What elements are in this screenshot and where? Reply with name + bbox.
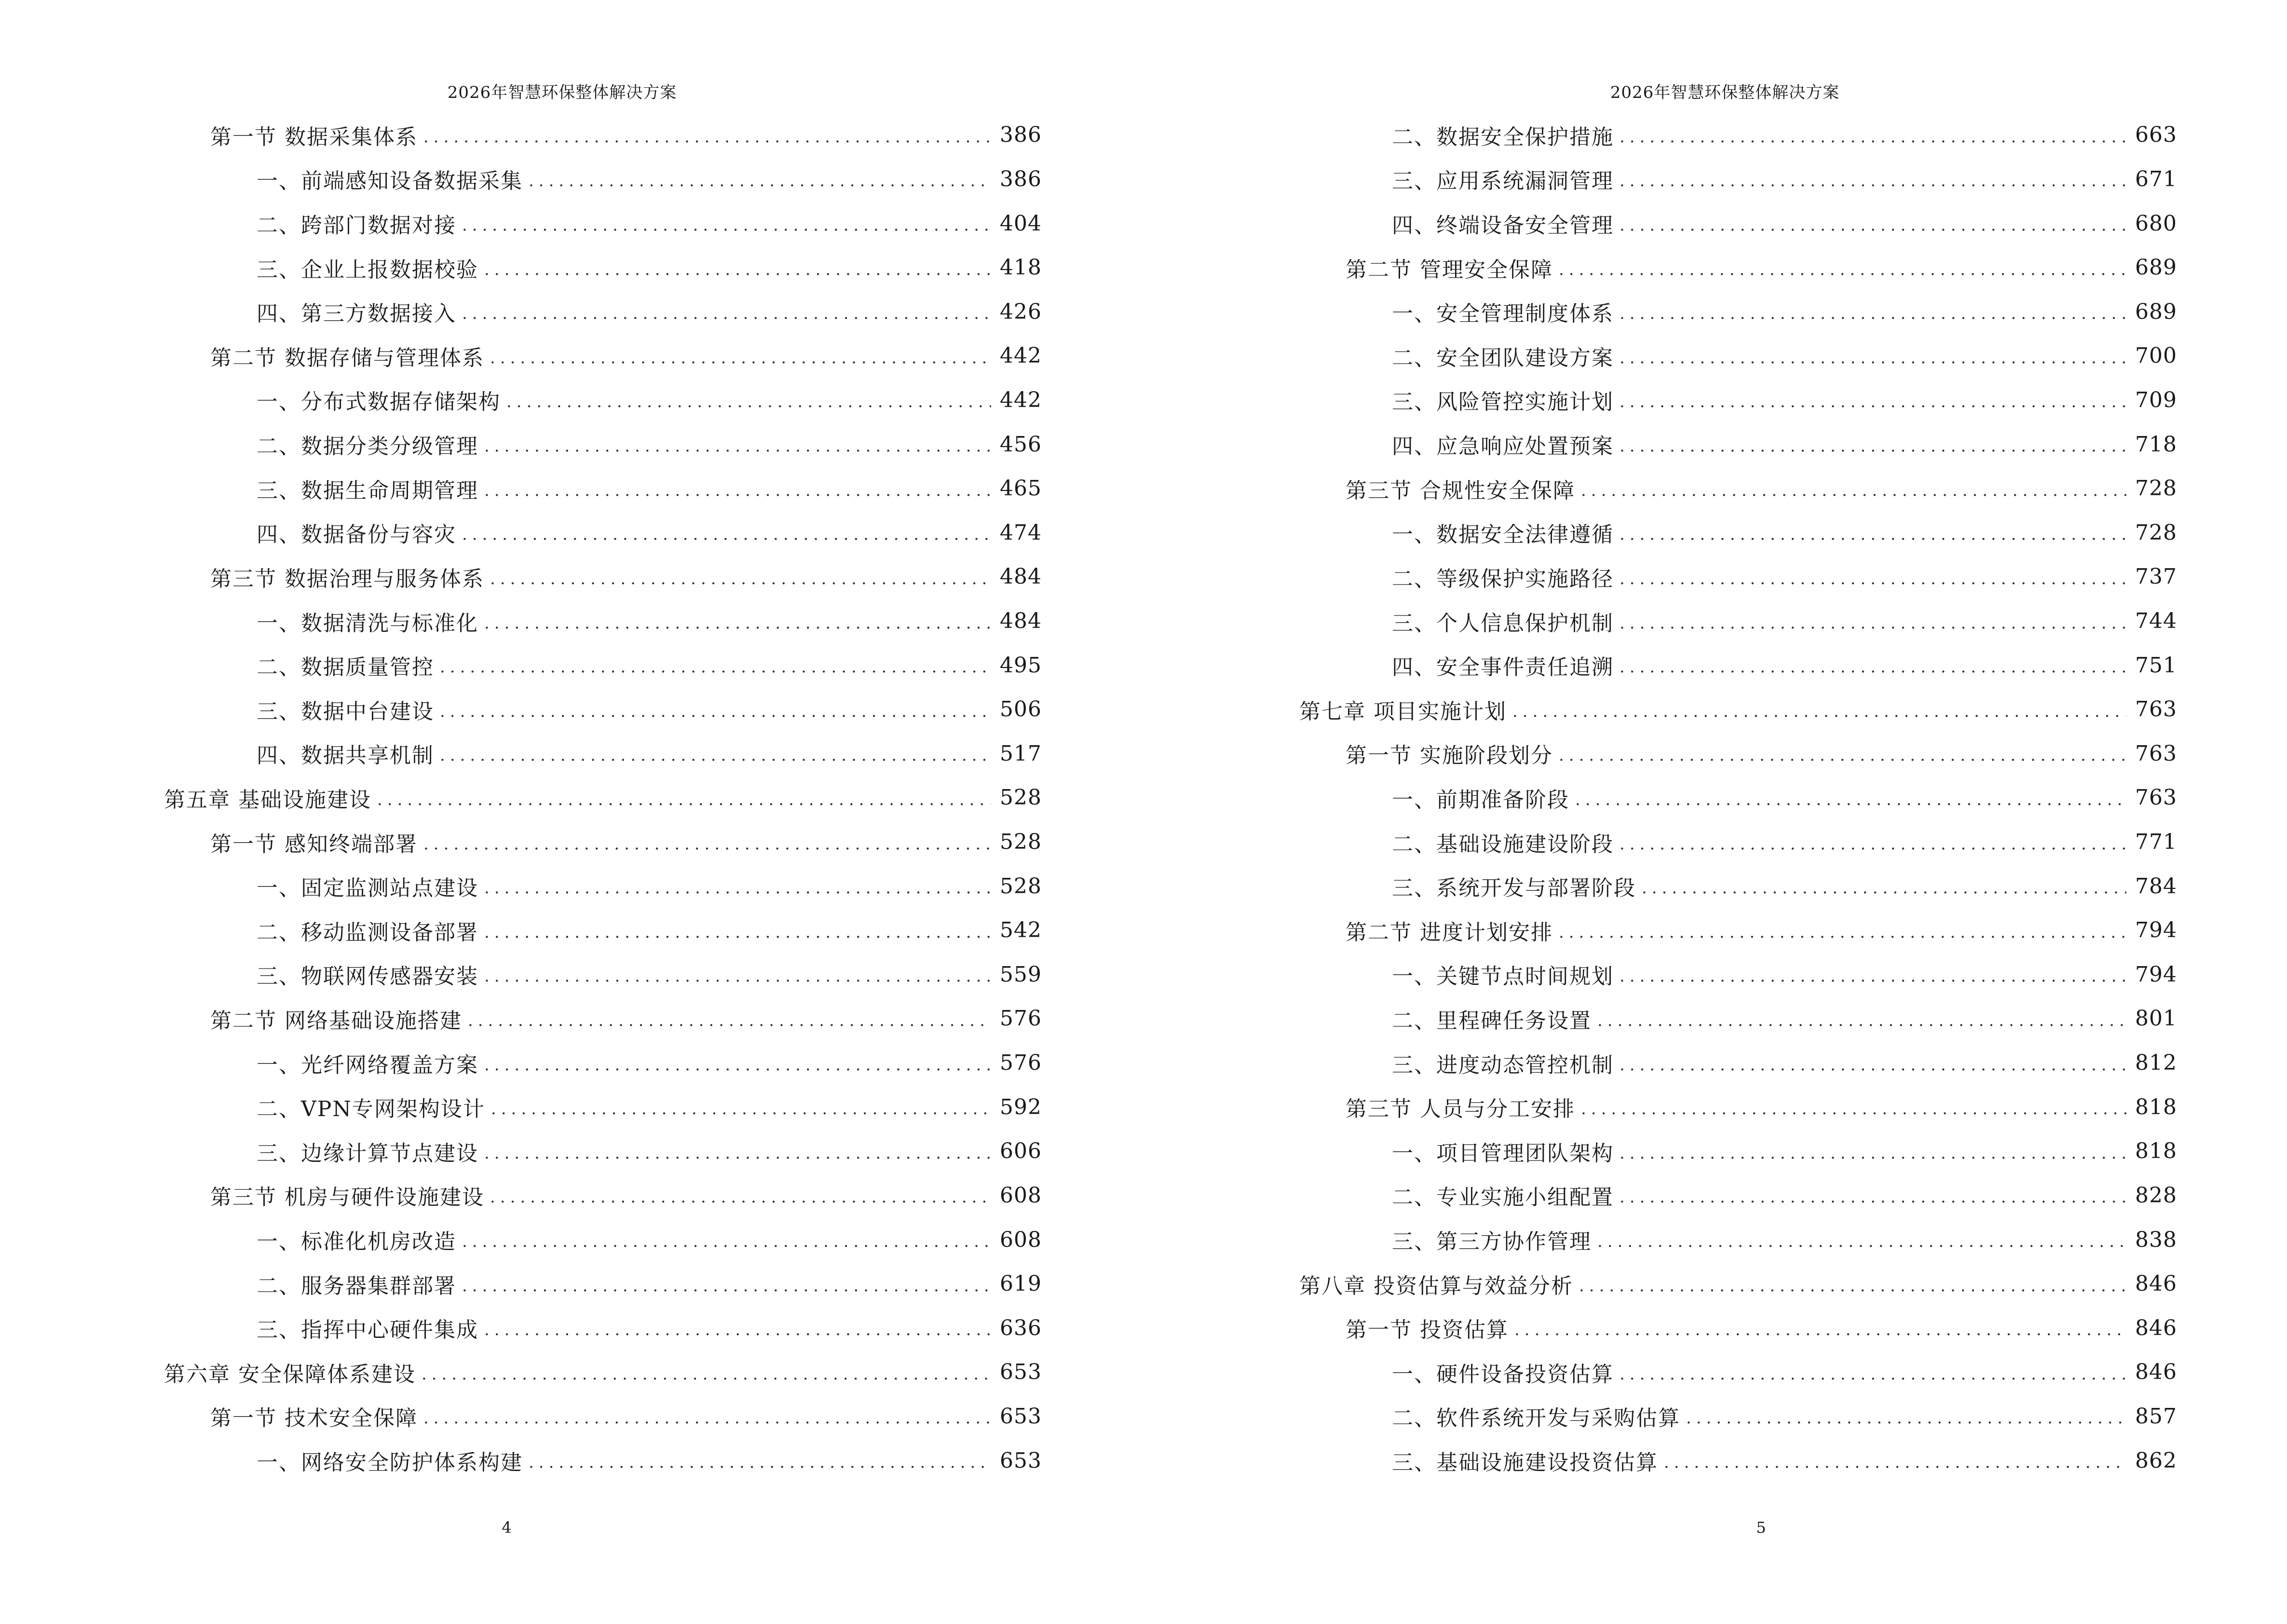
toc-entry-title: 一、数据清洗与标准化 (257, 611, 478, 636)
toc-entry-title: 第八章 投资估算与效益分析 (1299, 1273, 1573, 1298)
dot-leader (484, 437, 991, 456)
toc-entry[interactable] (1299, 908, 2177, 953)
toc-entry-page: 751 (2135, 653, 2177, 678)
toc-entry-title: 第六章 安全保障体系建设 (164, 1362, 416, 1387)
page-number: 4 (502, 1518, 512, 1537)
toc-entry-page: 653 (1000, 1404, 1042, 1429)
toc-entry-title: 第一节 投资估算 (1346, 1318, 1509, 1343)
toc-entry-page: 542 (1000, 918, 1042, 943)
toc-entry-title: 三、进度动态管控机制 (1392, 1052, 1614, 1078)
toc-entry-page: 495 (1000, 653, 1042, 678)
toc-entry[interactable] (1299, 1306, 2177, 1350)
dot-leader (1559, 260, 2126, 279)
toc-entry[interactable] (164, 687, 1042, 732)
toc-entry-title: 一、前期准备阶段 (1392, 787, 1569, 812)
toc-entry-page: 680 (2135, 211, 2177, 236)
dot-leader (422, 1365, 991, 1384)
toc-entry-page: 404 (1000, 211, 1042, 236)
toc-entry[interactable] (164, 599, 1042, 643)
toc-entry[interactable] (1299, 1041, 2177, 1085)
toc-entry-title: 三、企业上报数据校验 (257, 257, 478, 282)
toc-entry-title: 第二节 管理安全保障 (1346, 257, 1553, 282)
toc-entry[interactable] (164, 643, 1042, 687)
toc-entry-title: 四、第三方数据接入 (257, 301, 456, 327)
toc-entry-page: 846 (2135, 1315, 2177, 1340)
dot-leader (1620, 1187, 2126, 1207)
toc-entry-page: 763 (2135, 697, 2177, 722)
toc-entry-page: 474 (1000, 520, 1042, 545)
toc-entry-page: 862 (2135, 1448, 2177, 1473)
toc-entry-page: 608 (1000, 1227, 1042, 1252)
toc-entry-page: 636 (1000, 1315, 1042, 1340)
toc-entry[interactable] (164, 1306, 1042, 1350)
toc-entry-title: 三、边缘计算节点建设 (257, 1141, 478, 1166)
toc-entry-page: 465 (1000, 476, 1042, 501)
dot-leader (1620, 127, 2126, 147)
toc-entry-page: 801 (2135, 1006, 2177, 1031)
toc-entry-title: 一、固定监测站点建设 (257, 876, 478, 901)
toc-entry-title: 四、数据共享机制 (257, 743, 434, 768)
toc-entry[interactable] (164, 378, 1042, 423)
toc-entry-title: 一、前端感知设备数据采集 (257, 169, 523, 194)
toc-entry-page: 418 (1000, 255, 1042, 280)
dot-leader (377, 790, 991, 809)
toc-entry-page: 386 (1000, 166, 1042, 191)
toc-entry-title: 四、安全事件责任追溯 (1392, 655, 1614, 680)
dot-leader (529, 1453, 991, 1472)
dot-leader (484, 923, 991, 942)
toc-entry-title: 二、专业实施小组配置 (1392, 1185, 1614, 1210)
toc-entry[interactable] (1299, 157, 2177, 202)
toc-entry[interactable] (1299, 643, 2177, 687)
toc-entry-title: 三、指挥中心硬件集成 (257, 1318, 478, 1343)
toc-entry-title: 第二节 数据存储与管理体系 (210, 345, 484, 370)
dot-leader (484, 1144, 991, 1163)
dot-leader (1581, 1099, 2126, 1119)
dot-leader (423, 834, 991, 854)
toc-entry-page: 559 (1000, 962, 1042, 987)
dot-leader (484, 878, 991, 898)
dot-leader (1620, 1055, 2126, 1075)
toc-entry-title: 四、终端设备安全管理 (1392, 213, 1614, 238)
toc-entry-title: 第二节 进度计划安排 (1346, 920, 1553, 945)
dot-leader (1581, 481, 2126, 500)
toc-entry[interactable] (164, 953, 1042, 997)
toc-entry[interactable] (164, 289, 1042, 334)
dot-leader (1620, 525, 2126, 544)
toc-entry-title: 二、移动监测设备部署 (257, 920, 478, 945)
toc-entry[interactable] (1299, 113, 2177, 157)
toc-entry[interactable] (164, 1174, 1042, 1218)
toc-entry-page: 528 (1000, 873, 1042, 899)
toc-entry-title: 一、项目管理团队架构 (1392, 1141, 1614, 1166)
toc-entry-title: 四、应急响应处置预案 (1392, 434, 1614, 459)
toc-entry-page: 456 (1000, 432, 1042, 457)
dot-leader (440, 746, 991, 765)
dot-leader (1620, 1144, 2126, 1163)
dot-leader (491, 1099, 991, 1119)
dot-leader (1559, 746, 2126, 765)
toc-entry-title: 二、安全团队建设方案 (1392, 345, 1614, 370)
toc-entry-page: 794 (2135, 918, 2177, 943)
toc-entry-page: 484 (1000, 609, 1042, 633)
toc-entry[interactable] (164, 157, 1042, 202)
toc-entry[interactable] (164, 334, 1042, 378)
toc-entry-page: 619 (1000, 1271, 1042, 1296)
toc-entry-page: 528 (1000, 830, 1042, 855)
toc-entry-page: 857 (2135, 1404, 2177, 1429)
toc-entry-title: 一、关键节点时间规划 (1392, 964, 1614, 989)
toc-entry-page: 846 (2135, 1360, 2177, 1385)
toc-entry[interactable] (164, 466, 1042, 511)
toc-list (164, 113, 1042, 1483)
toc-entry-title: 二、跨部门数据对接 (257, 213, 456, 238)
toc-entry[interactable] (164, 422, 1042, 466)
dot-leader (1597, 1011, 2126, 1030)
running-header: 2026年智慧环保整体解决方案 (447, 83, 677, 102)
toc-entry[interactable] (164, 1041, 1042, 1085)
toc-entry[interactable] (1299, 864, 2177, 908)
toc-entry-page: 763 (2135, 785, 2177, 810)
toc-entry-page: 506 (1000, 697, 1042, 722)
toc-entry[interactable] (164, 1129, 1042, 1174)
toc-entry[interactable] (1299, 599, 2177, 643)
toc-entry-title: 二、等级保护实施路径 (1392, 566, 1614, 591)
dot-leader (468, 1011, 991, 1030)
toc-entry-title: 二、里程碑任务设置 (1392, 1008, 1592, 1033)
dot-leader (1514, 1320, 2126, 1339)
toc-entry-title: 二、数据分类分级管理 (257, 434, 478, 459)
toc-entry-title: 二、基础设施建设阶段 (1392, 832, 1614, 857)
toc-entry[interactable] (1299, 732, 2177, 776)
toc-entry-title: 一、网络安全防护体系构建 (257, 1450, 523, 1475)
toc-entry-page: 484 (1000, 564, 1042, 589)
toc-entry-page: 689 (2135, 255, 2177, 280)
toc-entry-title: 第二节 网络基础设施搭建 (210, 1008, 462, 1033)
toc-entry[interactable] (1299, 246, 2177, 290)
toc-entry[interactable] (1299, 555, 2177, 599)
toc-entry-page: 818 (2135, 1139, 2177, 1164)
dot-leader (1620, 834, 2126, 854)
toc-entry[interactable] (1299, 466, 2177, 511)
toc-entry-title: 三、应用系统漏洞管理 (1392, 169, 1614, 194)
dot-leader (1512, 702, 2126, 721)
toc-entry-title: 第五章 基础设施建设 (164, 787, 371, 812)
dot-leader (423, 1408, 991, 1428)
dot-leader (1597, 1232, 2126, 1251)
toc-entry[interactable] (1299, 422, 2177, 466)
dot-leader (1620, 171, 2126, 191)
toc-entry-title: 三、物联网传感器安装 (257, 964, 478, 989)
toc-entry-page: 426 (1000, 299, 1042, 324)
toc-entry-title: 第一节 技术安全保障 (210, 1406, 418, 1431)
toc-entry[interactable] (1299, 510, 2177, 555)
toc-entry[interactable] (164, 113, 1042, 157)
dot-leader (484, 481, 991, 500)
toc-entry[interactable] (1299, 996, 2177, 1041)
toc-entry-page: 386 (1000, 123, 1042, 148)
toc-entry[interactable] (164, 1350, 1042, 1394)
toc-entry[interactable] (164, 1438, 1042, 1483)
dot-leader (440, 702, 991, 721)
toc-entry-title: 第一节 实施阶段划分 (1346, 743, 1553, 768)
toc-entry-page: 812 (2135, 1051, 2177, 1076)
toc-entry-title: 三、个人信息保护机制 (1392, 611, 1614, 636)
right-page (1144, 0, 2287, 1624)
toc-entry[interactable] (164, 864, 1042, 908)
toc-entry[interactable] (1299, 687, 2177, 732)
toc-entry-title: 第三节 机房与硬件设施建设 (210, 1185, 484, 1210)
toc-entry[interactable] (1299, 1438, 2177, 1483)
toc-entry-page: 442 (1000, 343, 1042, 368)
dot-leader (484, 1320, 991, 1339)
toc-entry-page: 528 (1000, 785, 1042, 810)
toc-entry[interactable] (164, 1262, 1042, 1306)
toc-entry-page: 728 (2135, 520, 2177, 545)
toc-entry-page: 737 (2135, 564, 2177, 589)
toc-entry-page: 576 (1000, 1006, 1042, 1031)
dot-leader (1620, 348, 2126, 368)
dot-leader (1575, 790, 2126, 809)
dot-leader (462, 1232, 991, 1251)
toc-entry-page: 689 (2135, 299, 2177, 324)
dot-leader (462, 1276, 991, 1296)
dot-leader (1620, 657, 2126, 677)
dot-leader (506, 392, 991, 411)
toc-entry-title: 二、服务器集群部署 (257, 1273, 456, 1298)
dot-leader (440, 657, 991, 677)
toc-entry-title: 一、标准化机房改造 (257, 1229, 456, 1255)
running-header: 2026年智慧环保整体解决方案 (1610, 83, 1840, 102)
toc-entry-page: 592 (1000, 1094, 1042, 1119)
toc-entry[interactable] (1299, 776, 2177, 820)
toc-entry-page: 653 (1000, 1360, 1042, 1385)
toc-entry-page: 718 (2135, 432, 2177, 457)
toc-entry[interactable] (1299, 1394, 2177, 1439)
toc-entry-page: 663 (2135, 123, 2177, 148)
dot-leader (529, 171, 991, 191)
toc-entry[interactable] (164, 1394, 1042, 1439)
toc-entry-title: 第三节 合规性安全保障 (1346, 478, 1575, 503)
dot-leader (1664, 1453, 2126, 1472)
toc-entry[interactable] (1299, 820, 2177, 864)
toc-entry-title: 二、数据安全保护措施 (1392, 124, 1614, 150)
toc-entry[interactable] (164, 1085, 1042, 1129)
toc-entry-title: 一、分布式数据存储架构 (257, 390, 501, 415)
toc-entry-page: 700 (2135, 343, 2177, 368)
toc-entry[interactable] (1299, 1174, 2177, 1218)
toc-entry-title: 一、安全管理制度体系 (1392, 301, 1614, 327)
toc-entry-page: 828 (2135, 1183, 2177, 1208)
page-number: 5 (1756, 1518, 1766, 1537)
toc-entry[interactable] (1299, 289, 2177, 334)
toc-entry-page: 818 (2135, 1094, 2177, 1119)
toc-entry-page: 442 (1000, 387, 1042, 412)
toc-entry[interactable] (1299, 1217, 2177, 1262)
dot-leader (1620, 437, 2126, 456)
dot-leader (462, 525, 991, 544)
dot-leader (484, 967, 991, 986)
toc-entry-title: 三、基础设施建设投资估算 (1392, 1450, 1658, 1475)
toc-entry[interactable] (164, 776, 1042, 820)
toc-list (1299, 113, 2177, 1483)
dot-leader (490, 1187, 991, 1207)
toc-entry-page: 744 (2135, 609, 2177, 633)
dot-leader (462, 304, 991, 323)
toc-entry[interactable] (164, 1217, 1042, 1262)
toc-entry-title: 三、系统开发与部署阶段 (1392, 876, 1636, 901)
toc-entry[interactable] (164, 510, 1042, 555)
toc-entry[interactable] (164, 996, 1042, 1041)
dot-leader (484, 260, 991, 279)
toc-entry[interactable] (164, 908, 1042, 953)
toc-entry[interactable] (1299, 953, 2177, 997)
toc-entry-page: 653 (1000, 1448, 1042, 1473)
toc-entry[interactable] (164, 820, 1042, 864)
toc-entry-title: 三、数据中台建设 (257, 699, 434, 724)
toc-entry[interactable] (164, 201, 1042, 246)
toc-entry-title: 三、数据生命周期管理 (257, 478, 478, 503)
toc-entry[interactable] (1299, 1129, 2177, 1174)
dot-leader (1579, 1276, 2126, 1296)
toc-entry-title: 三、第三方协作管理 (1392, 1229, 1592, 1255)
dot-leader (1620, 1365, 2126, 1384)
toc-entry-title: 第三节 人员与分工安排 (1346, 1097, 1575, 1122)
toc-entry-title: 二、数据质量管控 (257, 655, 434, 680)
toc-entry-page: 794 (2135, 962, 2177, 987)
dot-leader (1620, 569, 2126, 588)
toc-entry-page: 771 (2135, 830, 2177, 855)
toc-entry-title: 二、软件系统开发与采购估算 (1392, 1406, 1680, 1431)
toc-entry-page: 709 (2135, 387, 2177, 412)
dot-leader (1620, 967, 2126, 986)
dot-leader (490, 348, 991, 368)
toc-entry[interactable] (164, 732, 1042, 776)
dot-leader (423, 127, 991, 147)
toc-entry-page: 671 (2135, 166, 2177, 191)
toc-entry[interactable] (164, 246, 1042, 290)
dot-leader (1620, 304, 2126, 323)
toc-entry-title: 第七章 项目实施计划 (1299, 699, 1507, 724)
dot-leader (484, 1055, 991, 1075)
toc-entry[interactable] (164, 555, 1042, 599)
toc-entry-page: 846 (2135, 1271, 2177, 1296)
dot-leader (1642, 878, 2126, 898)
dot-leader (1620, 614, 2126, 633)
toc-entry-title: 第一节 感知终端部署 (210, 832, 418, 857)
dot-leader (1686, 1408, 2126, 1428)
toc-entry[interactable] (1299, 334, 2177, 378)
toc-entry-page: 517 (1000, 741, 1042, 766)
toc-entry-page: 728 (2135, 476, 2177, 501)
toc-entry-title: 三、风险管控实施计划 (1392, 390, 1614, 415)
toc-entry[interactable] (1299, 378, 2177, 423)
toc-entry-title: 一、数据安全法律遵循 (1392, 522, 1614, 547)
toc-entry-title: 第一节 数据采集体系 (210, 124, 418, 150)
dot-leader (462, 216, 991, 235)
dot-leader (490, 569, 991, 588)
toc-entry-title: 第三节 数据治理与服务体系 (210, 566, 484, 591)
toc-entry-page: 838 (2135, 1227, 2177, 1252)
toc-entry[interactable] (1299, 1085, 2177, 1129)
toc-entry[interactable] (1299, 1350, 2177, 1394)
toc-entry-page: 576 (1000, 1051, 1042, 1076)
toc-entry-page: 606 (1000, 1139, 1042, 1164)
dot-leader (484, 614, 991, 633)
toc-entry-title: 四、数据备份与容灾 (257, 522, 456, 547)
toc-entry-title: 一、光纤网络覆盖方案 (257, 1052, 478, 1078)
toc-entry-title: 一、硬件设备投资估算 (1392, 1362, 1614, 1387)
toc-entry-page: 784 (2135, 873, 2177, 899)
toc-entry-title: 二、VPN专网架构设计 (257, 1097, 485, 1122)
dot-leader (1620, 392, 2126, 411)
dot-leader (1620, 216, 2126, 235)
toc-entry-page: 608 (1000, 1183, 1042, 1208)
toc-entry[interactable] (1299, 201, 2177, 246)
toc-entry-page: 763 (2135, 741, 2177, 766)
dot-leader (1559, 923, 2126, 942)
toc-entry[interactable] (1299, 1262, 2177, 1306)
